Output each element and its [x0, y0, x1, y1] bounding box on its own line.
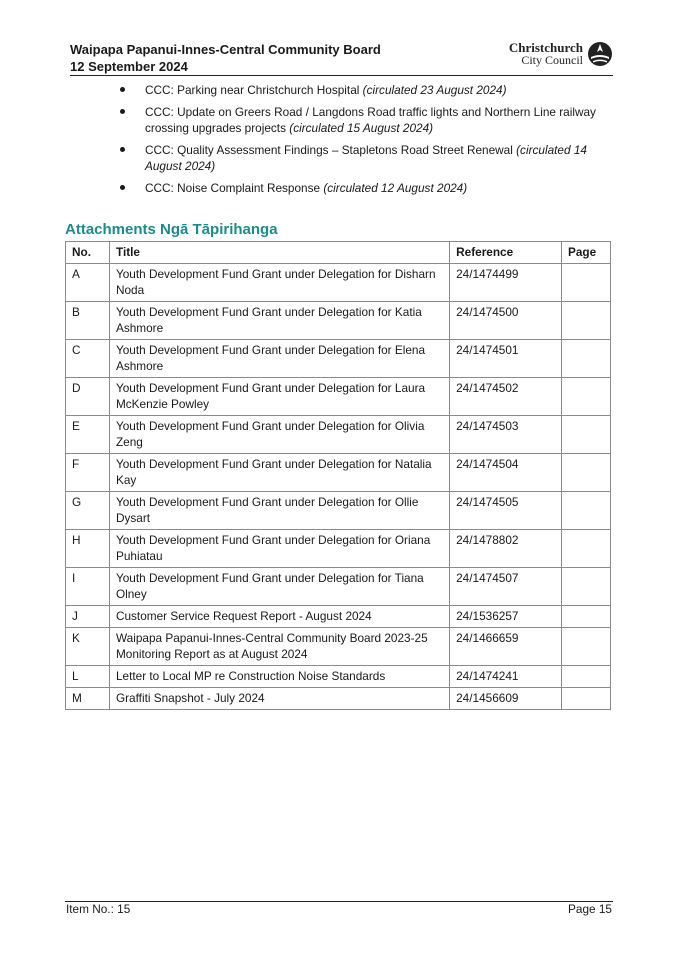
logo-line2: City Council: [521, 53, 583, 67]
council-logo: [505, 40, 615, 70]
cell-reference: 24/1474500: [450, 302, 562, 340]
cell-page: [562, 530, 611, 568]
cell-no: C: [66, 340, 110, 378]
cell-page: [562, 628, 611, 666]
cell-reference: 24/1536257: [450, 606, 562, 628]
table-row: [66, 454, 611, 492]
christchurch-city-council-logo-icon: [587, 41, 613, 67]
cell-reference: 24/1474501: [450, 340, 562, 378]
cell-reference: 24/1474503: [450, 416, 562, 454]
cell-page: [562, 416, 611, 454]
cell-title: Youth Development Fund Grant under Delegation for Disharn Noda: [109, 264, 449, 302]
cell-reference: 24/1456609: [450, 688, 562, 710]
bullet-icon: [120, 87, 125, 92]
attachments-heading: Attachments Ngā Tāpirihanga: [65, 221, 278, 238]
cell-reference: 24/1474504: [450, 454, 562, 492]
cell-no: K: [66, 628, 110, 666]
list-item: [120, 104, 610, 136]
bullet-note: (circulated 12 August 2024): [323, 181, 468, 195]
table-row: [66, 416, 611, 454]
cell-title: Youth Development Fund Grant under Delegation for Ollie Dysart: [109, 492, 449, 530]
table-row: [66, 302, 611, 340]
cell-page: [562, 264, 611, 302]
cell-no: E: [66, 416, 110, 454]
cell-page: [562, 302, 611, 340]
cell-reference: 24/1474507: [450, 568, 562, 606]
cell-no: L: [66, 666, 110, 688]
table-row: [66, 628, 611, 666]
bullet-icon: [120, 109, 125, 114]
cell-title: Youth Development Fund Grant under Delegation for Natalia Kay: [109, 454, 449, 492]
cell-no: G: [66, 492, 110, 530]
cell-title: Youth Development Fund Grant under Delegation for Katia Ashmore: [109, 302, 449, 340]
board-name: Waipapa Papanui-Innes-Central Community Board: [70, 42, 381, 57]
table-header-row: [66, 242, 611, 264]
attachments-table: [65, 241, 611, 710]
cell-no: M: [66, 688, 110, 710]
cell-no: H: [66, 530, 110, 568]
cell-title: Youth Development Fund Grant under Delegation for Olivia Zeng: [109, 416, 449, 454]
cell-title: Youth Development Fund Grant under Delegation for Laura McKenzie Powley: [109, 378, 449, 416]
page-header: [70, 40, 615, 76]
cell-title: Youth Development Fund Grant under Delegation for Oriana Puhiatau: [109, 530, 449, 568]
bullet-note: (circulated 14 August 2024): [145, 143, 587, 173]
table-row: [66, 378, 611, 416]
list-item: [120, 180, 610, 196]
cell-no: D: [66, 378, 110, 416]
table-row: [66, 606, 611, 628]
cell-page: [562, 606, 611, 628]
table-row: [66, 530, 611, 568]
column-header-no: No.: [66, 242, 110, 264]
cell-no: J: [66, 606, 110, 628]
cell-page: [562, 340, 611, 378]
list-item: [120, 142, 610, 174]
correspondence-list: [120, 82, 610, 202]
cell-title: Youth Development Fund Grant under Delegation for Tiana Olney: [109, 568, 449, 606]
bullet-note: (circulated 23 August 2024): [362, 83, 507, 97]
cell-title: Waipapa Papanui-Innes-Central Community Board 2023-25 Monitoring Report as at August 2024: [109, 628, 449, 666]
table-row: [66, 492, 611, 530]
cell-no: A: [66, 264, 110, 302]
cell-reference: 24/1474505: [450, 492, 562, 530]
cell-title: Youth Development Fund Grant under Delegation for Elena Ashmore: [109, 340, 449, 378]
header-rule: [70, 75, 613, 76]
column-header-reference: Reference: [450, 242, 562, 264]
table-row: [66, 568, 611, 606]
column-header-page: Page: [562, 242, 611, 264]
list-item: [120, 82, 610, 98]
cell-reference: 24/1474499: [450, 264, 562, 302]
bullet-text: CCC: Parking near Christchurch Hospital: [145, 83, 363, 97]
cell-page: [562, 568, 611, 606]
table-row: [66, 688, 611, 710]
bullet-text: CCC: Quality Assessment Findings – Stapletons Road Street Renewal: [145, 143, 517, 157]
page-number: Page 15: [568, 902, 612, 916]
footer-rule: [65, 901, 613, 902]
cell-reference: 24/1474502: [450, 378, 562, 416]
cell-page: [562, 492, 611, 530]
item-number: Item No.: 15: [66, 902, 131, 916]
column-header-title: Title: [109, 242, 449, 264]
meeting-date: 12 September 2024: [70, 59, 188, 74]
bullet-icon: [120, 147, 125, 152]
cell-page: [562, 454, 611, 492]
cell-reference: 24/1466659: [450, 628, 562, 666]
cell-no: F: [66, 454, 110, 492]
cell-title: Letter to Local MP re Construction Noise Standards: [109, 666, 449, 688]
cell-no: B: [66, 302, 110, 340]
table-row: [66, 340, 611, 378]
cell-page: [562, 666, 611, 688]
cell-title: Customer Service Request Report - August 2024: [109, 606, 449, 628]
cell-reference: 24/1478802: [450, 530, 562, 568]
table-row: [66, 666, 611, 688]
cell-page: [562, 378, 611, 416]
bullet-note: (circulated 15 August 2024): [289, 121, 434, 135]
table-row: [66, 264, 611, 302]
cell-page: [562, 688, 611, 710]
cell-no: I: [66, 568, 110, 606]
bullet-text: CCC: Noise Complaint Response: [145, 181, 324, 195]
bullet-text: CCC: Update on Greers Road / Langdons Road traffic lights and Northern Line railway crossing upgrades projects: [145, 105, 596, 135]
cell-title: Graffiti Snapshot - July 2024: [109, 688, 449, 710]
logo-line1: Christchurch: [508, 40, 583, 55]
bullet-icon: [120, 185, 125, 190]
cell-reference: 24/1474241: [450, 666, 562, 688]
